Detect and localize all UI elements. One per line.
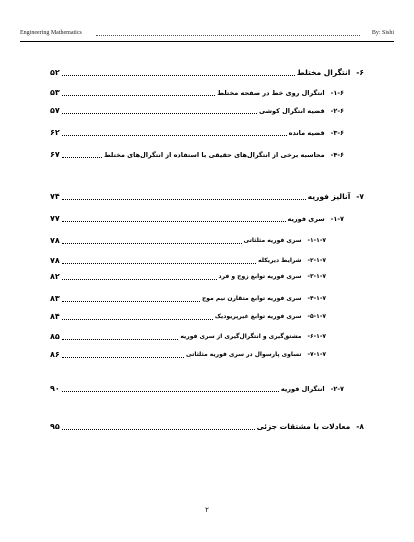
toc-page-number: ۶۷ — [50, 150, 60, 159]
toc-section-number: -۳-۶ — [330, 129, 344, 137]
toc-section-number: -۱-۷ — [330, 215, 344, 223]
toc-title: محاسبه برخی از انتگرال‌های حقیقی با استفاده از انتگرال‌های مختلط — [103, 151, 325, 159]
toc-section-number: -۶-۱-۷ — [307, 333, 326, 340]
toc-dot-leader — [62, 429, 255, 430]
toc-entry-chapter-8[interactable] — [50, 420, 364, 432]
toc-dot-leader — [62, 263, 256, 264]
toc-entry-7-2[interactable] — [50, 382, 344, 394]
toc-dot-leader — [62, 319, 213, 320]
toc-entry-7-1-3[interactable] — [50, 270, 326, 282]
toc-section-number: -۲-۱-۷ — [307, 257, 326, 264]
toc-entry-6-3[interactable] — [50, 126, 344, 138]
toc-dot-leader — [62, 391, 279, 392]
toc-page-number: ۷۸ — [50, 236, 60, 245]
toc-title: آنالیز فوریه — [307, 192, 351, 201]
toc-section-number: -۷-۱-۷ — [307, 351, 326, 358]
toc-entry-7-1-1[interactable] — [50, 234, 326, 246]
toc-title: شرایط دیریکله — [258, 257, 302, 264]
toc-title: معادلات با مشتقات جزئی — [256, 422, 351, 431]
toc-title: انتگرال فوریه — [280, 385, 325, 393]
toc-page-number: ۸۵ — [50, 332, 60, 341]
toc-section-number: -۵-۱-۷ — [307, 313, 326, 320]
toc-entry-7-1[interactable] — [50, 212, 344, 224]
toc-page-number: ۸۴ — [50, 312, 60, 321]
toc-dot-leader — [62, 135, 287, 136]
toc-section-number: -۴-۶ — [330, 151, 344, 159]
toc-dot-leader — [62, 199, 306, 200]
toc-title: مشتق‌گیری و انتگرال‌گیری از سری فوریه — [180, 333, 302, 340]
toc-dot-leader — [62, 339, 179, 340]
toc-page-number: ۵۳ — [50, 88, 60, 97]
toc-title: تساوی پارسوال در سری فوریه مثلثاتی — [186, 351, 302, 358]
header-author: By: Sishi — [371, 30, 394, 36]
toc-page-number: ۶۲ — [50, 128, 60, 137]
toc-dot-leader — [62, 243, 242, 244]
toc-entry-6-1[interactable] — [50, 86, 344, 98]
toc-page-number: ۹۵ — [50, 422, 60, 431]
toc-dot-leader — [62, 357, 184, 358]
toc-entry-chapter-6[interactable] — [50, 66, 364, 78]
toc-section-number: -۳-۱-۷ — [307, 273, 326, 280]
toc-entry-6-2[interactable] — [50, 104, 344, 116]
toc-entry-7-1-6[interactable] — [50, 330, 326, 342]
toc-title: انتگرال مختلط — [296, 68, 351, 77]
toc-entry-6-4[interactable] — [50, 148, 344, 160]
toc-dot-leader — [62, 221, 286, 222]
toc-entry-chapter-7[interactable] — [50, 190, 364, 202]
toc-section-number: -۸ — [356, 422, 364, 431]
toc-title: انتگرال روی خط در صفحه مختلط — [217, 89, 325, 97]
toc-section-number: -۲-۶ — [330, 107, 344, 115]
toc-section-number: -۱-۱-۷ — [307, 237, 326, 244]
toc-section-number: -۷ — [356, 192, 364, 201]
toc-dot-leader — [62, 75, 295, 76]
toc-section-number: -۶ — [356, 68, 364, 77]
toc-entry-7-1-7[interactable] — [50, 348, 326, 360]
toc-dot-leader — [62, 113, 257, 114]
toc-page-number: ۸۳ — [50, 294, 60, 303]
toc-section-number: -۴-۱-۷ — [307, 295, 326, 302]
toc-page-number: ۸۲ — [50, 272, 60, 281]
toc-title: سری فوریه مثلثاتی — [243, 237, 302, 244]
toc-title: قضیه مانده — [288, 129, 325, 137]
toc-dot-leader — [62, 279, 217, 280]
toc-dot-leader — [62, 95, 216, 96]
toc-section-number: -۱-۶ — [330, 89, 344, 97]
toc-entry-7-1-4[interactable] — [50, 292, 326, 304]
toc-dot-leader — [62, 157, 102, 158]
toc-page-number: ۸۶ — [50, 350, 60, 359]
toc-page-number: ۷۴ — [50, 192, 60, 201]
toc-title: سری فوریه توابع زوج و فرد — [218, 273, 302, 280]
toc-title: قضیه انتگرال کوشی — [259, 107, 325, 115]
toc-entry-7-1-2[interactable] — [50, 254, 326, 266]
toc-dot-leader — [62, 301, 200, 302]
toc-title: سری فوریه توابع متقارن نیم موج — [201, 295, 302, 302]
page-number-footer: ۲ — [205, 506, 209, 514]
toc-section-number: -۲-۷ — [330, 385, 344, 393]
toc-title: سری فوریه — [287, 215, 325, 223]
toc-page-number: ۷۸ — [50, 256, 60, 265]
toc-page-number: ۷۷ — [50, 214, 60, 223]
header-left-title: Engineering Mathematics — [20, 30, 82, 36]
toc-page-number: ۵۷ — [50, 106, 60, 115]
toc-page-number: ۹۰ — [50, 384, 60, 393]
toc-title: سری فوریه توابع غیرپریودیک — [214, 313, 302, 320]
toc-page-number: ۵۲ — [50, 68, 60, 77]
toc-entry-7-1-5[interactable] — [50, 310, 326, 322]
